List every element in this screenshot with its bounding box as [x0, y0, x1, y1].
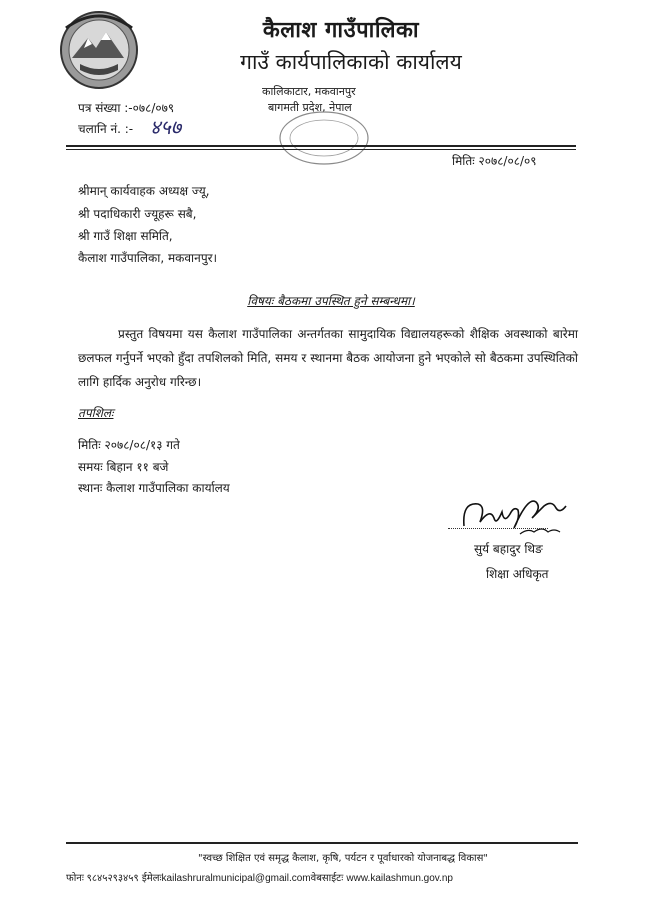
detail-date: मितिः २०७८/०८/१३ गते — [78, 438, 180, 452]
org-name: कैलाश गाउँपालिका — [262, 18, 420, 43]
dispatch-label: चलानि नं. :- — [78, 122, 134, 136]
header-rule-thin — [66, 149, 576, 150]
details-heading: तपशिलः — [78, 406, 114, 420]
signature-line — [448, 528, 548, 529]
ref-number: पत्र संख्या :-०७८/०७९ — [78, 101, 175, 115]
signer-title: शिक्षा अधिकृत — [486, 567, 549, 581]
subject-line: विषयः बैठकमा उपस्थित हुने सम्बन्धमा। — [247, 294, 415, 308]
office-name: गाउँ कार्यपालिकाको कार्यालय — [240, 50, 462, 74]
addressee-line: कैलाश गाउँपालिका, मकवानपुर। — [78, 251, 218, 265]
letter-date: मितिः २०७८/०८/०९ — [452, 154, 537, 168]
letter-body: प्रस्तुत विषयमा यस कैलाश गाउँपालिका अन्तर्गतका सामुदायिक विद्यालयहरूको शैक्षिक अवस्थाको बारेमा छलफल गर्नुपर्ने भएको हुँदा तपशिलको मिति, समय र स्थानमा बैठक आयोजना हुने भएकोले सो बैठकमा उपस्थितिको लागि हार्दिक अनुरोध गरिन्छ। — [78, 327, 578, 389]
footer-rule — [66, 842, 578, 844]
address-line-2: बागमती प्रदेश, नेपाल — [268, 101, 352, 114]
dispatch-number-handwritten: ४५७ — [150, 115, 182, 139]
footer-contact — [66, 870, 453, 884]
detail-venue: स्थानः कैलाश गाउँपालिका कार्यालय — [78, 481, 230, 495]
addressee-line: श्रीमान् कार्यवाहक अध्यक्ष ज्यू, — [78, 184, 210, 198]
footer-email[interactable]: kailashruralmunicipal@gmail.com — [161, 873, 311, 884]
signature — [456, 488, 572, 540]
header-rule — [66, 145, 576, 147]
addressee-line: श्री पदाधिकारी ज्यूहरू सबै, — [78, 207, 197, 221]
footer-slogan: "स्वच्छ शिक्षित एवं समृद्ध कैलाश, कृषि, पर्यटन र पूर्वाधारको योजनाबद्ध विकास" — [198, 853, 488, 864]
signer-name: सुर्य बहादुर थिङ — [474, 542, 543, 556]
footer-email-label: ईमेलः — [141, 873, 162, 884]
footer-phone: फोनः ९८४५२९३४५९ — [66, 873, 139, 884]
address-line-1: कालिकाटार, मकवानपुर — [262, 85, 356, 98]
office-stamp — [276, 108, 372, 168]
footer-website[interactable]: www.kailashmun.gov.np — [346, 873, 453, 884]
footer-web-label: वेबसाईटः — [310, 873, 344, 884]
addressee-line: श्री गाउँ शिक्षा समिति, — [78, 229, 173, 243]
detail-time: समयः बिहान ११ बजे — [78, 460, 169, 474]
